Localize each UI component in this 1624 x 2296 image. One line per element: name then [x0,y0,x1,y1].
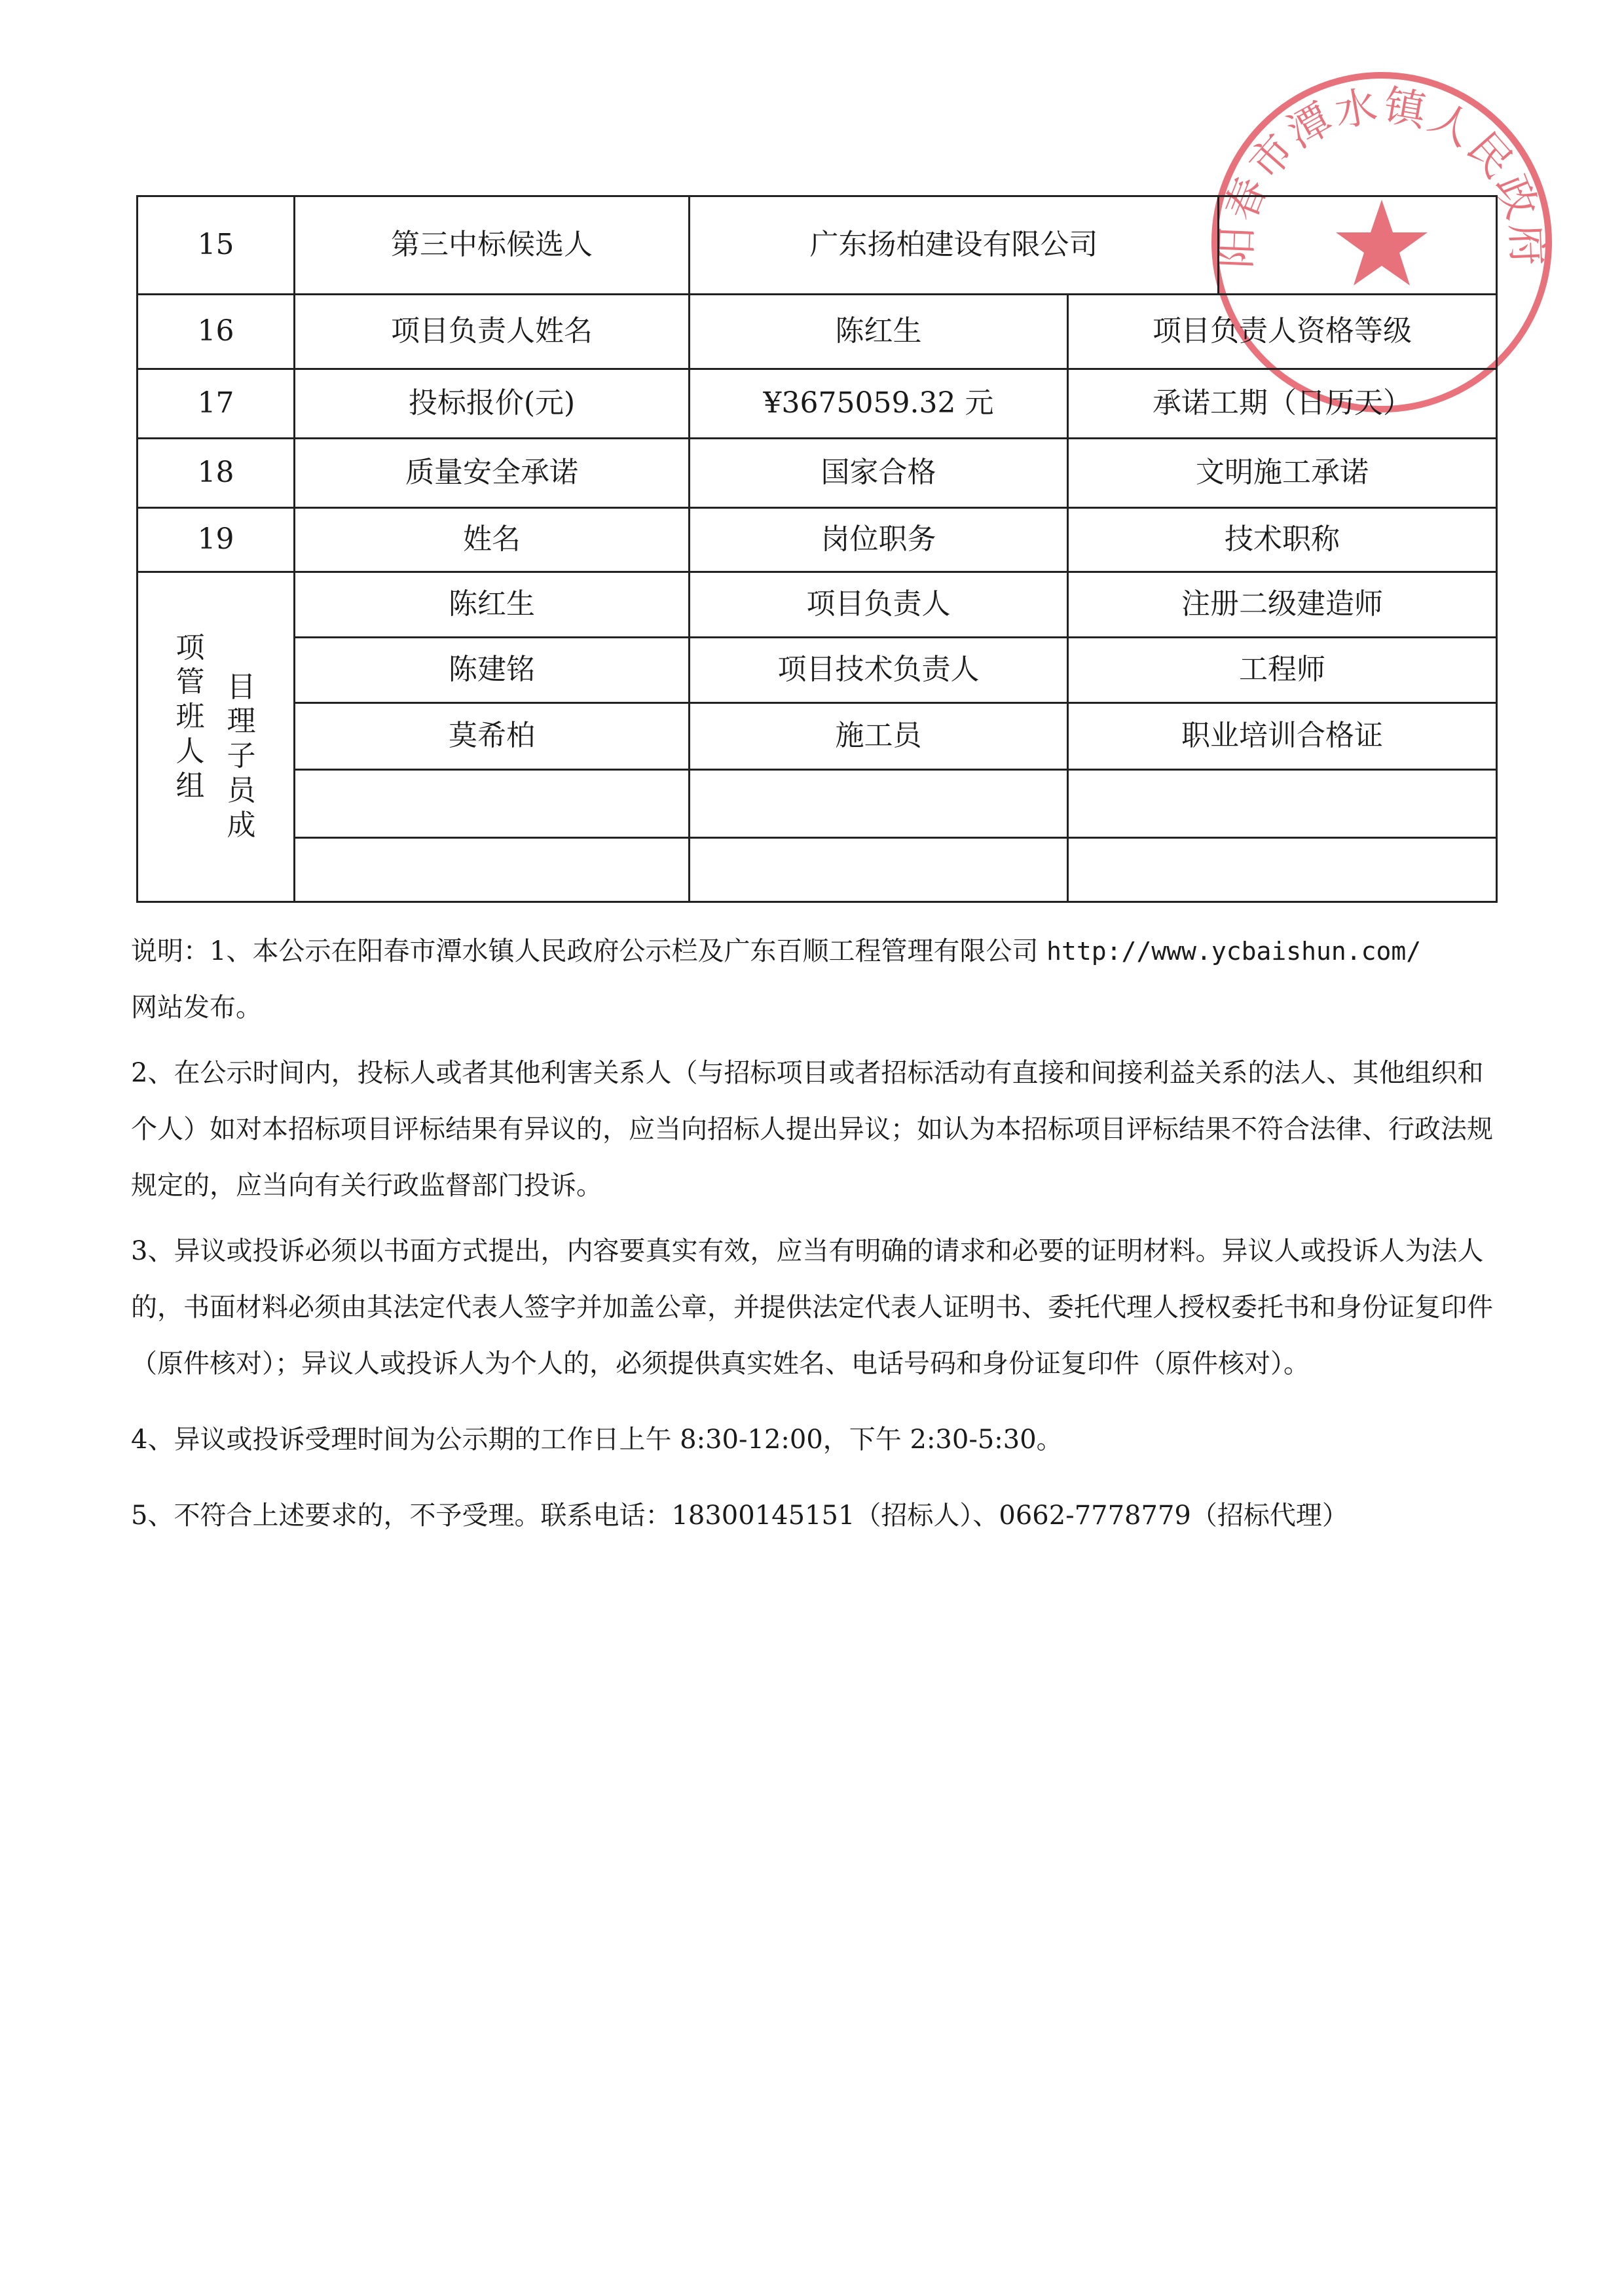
quality-safety-value: 国家合格 [690,439,1068,508]
bid-price-label: 投标报价(元) [295,369,690,439]
candidate-table [136,195,1498,903]
table-row [138,196,1497,295]
table-row [138,638,1497,703]
header-post: 岗位职务 [690,508,1068,572]
member-name: 陈红生 [295,572,690,638]
table-row [138,770,1497,838]
member-post [690,838,1068,902]
manager-name-label: 项目负责人姓名 [295,295,690,369]
table-row [138,572,1497,638]
manager-qualification-label: 项目负责人资格等级 [1068,295,1497,369]
member-title: 注册二级建造师 [1068,572,1497,638]
member-title: 工程师 [1068,638,1497,703]
duration-label: 承诺工期（日历天） [1068,369,1497,439]
table-row [138,703,1497,770]
team-label-col1: 项 管 班 人 组 [175,630,205,803]
row-number: 17 [138,369,295,439]
member-post: 项目负责人 [690,572,1068,638]
member-name [295,770,690,838]
table-row [138,838,1497,902]
table-row [138,439,1497,508]
member-title: 职业培训合格证 [1068,703,1497,770]
member-post [690,770,1068,838]
member-name: 莫希柏 [295,703,690,770]
notes-section [131,923,1500,1544]
row-number: 16 [138,295,295,369]
note-3: 3、异议或投诉必须以书面方式提出，内容要真实有效，应当有明确的请求和必要的证明材料。异议人或投诉人为法人的，书面材料必须由其法定代表人签字并加盖公章，并提供法定代表人证明书、委托代理人授权委托书和身份证复印件（原件核对）；异议人或投诉人为个人的，必须提供真实姓名、电话号码和身份证复印件（原件核对）。 [131,1236,1493,1379]
row-number: 19 [138,508,295,572]
third-candidate-label: 第三中标候选人 [295,196,690,295]
header-name: 姓名 [295,508,690,572]
civilized-construction-label: 文明施工承诺 [1068,439,1497,508]
note-5: 5、不符合上述要求的，不予受理。联系电话：18300145151（招标人）、0662-7778779（招标代理） [131,1501,1348,1531]
member-title [1068,770,1497,838]
member-name: 陈建铭 [295,638,690,703]
member-title [1068,838,1497,902]
note-1-text: 说明：1、本公示在阳春市潭水镇人民政府公示栏及广东百顺工程管理有限公司 [131,936,1039,966]
empty-cell [1219,196,1497,295]
header-title: 技术职称 [1068,508,1497,572]
row-number: 18 [138,439,295,508]
third-candidate-value: 广东扬柏建设有限公司 [690,196,1219,295]
table-row [138,369,1497,439]
note-4: 4、异议或投诉受理时间为公示期的工作日上午 8:30-12:00，下午 2:30-5:30。 [131,1425,1063,1455]
team-label [138,572,295,902]
manager-name-value: 陈红生 [690,295,1068,369]
quality-safety-label: 质量安全承诺 [295,439,690,508]
team-label-col2: 目 理 子 员 成 [227,670,256,842]
member-post: 项目技术负责人 [690,638,1068,703]
agency-website-link[interactable]: http://www.ycbaishun.com/ [1046,937,1422,966]
member-name [295,838,690,902]
row-number: 15 [138,196,295,295]
table-row [138,508,1497,572]
note-1 [131,923,1500,979]
note-2: 2、在公示时间内，投标人或者其他利害关系人（与招标项目或者招标活动有直接和间接利益关系的法人、其他组织和个人）如对本招标项目评标结果有异议的，应当向招标人提出异议；如认为本招标项目评标结果不符合法律、行政法规规定的，应当向有关行政监督部门投诉。 [131,1058,1493,1201]
member-post: 施工员 [690,703,1068,770]
seal-text: 阳春市潭水镇人民政府 [1211,81,1552,270]
note-1-continued: 网站发布。 [131,993,262,1023]
bid-price-value: ¥3675059.32 元 [690,369,1068,439]
table-row [138,295,1497,369]
